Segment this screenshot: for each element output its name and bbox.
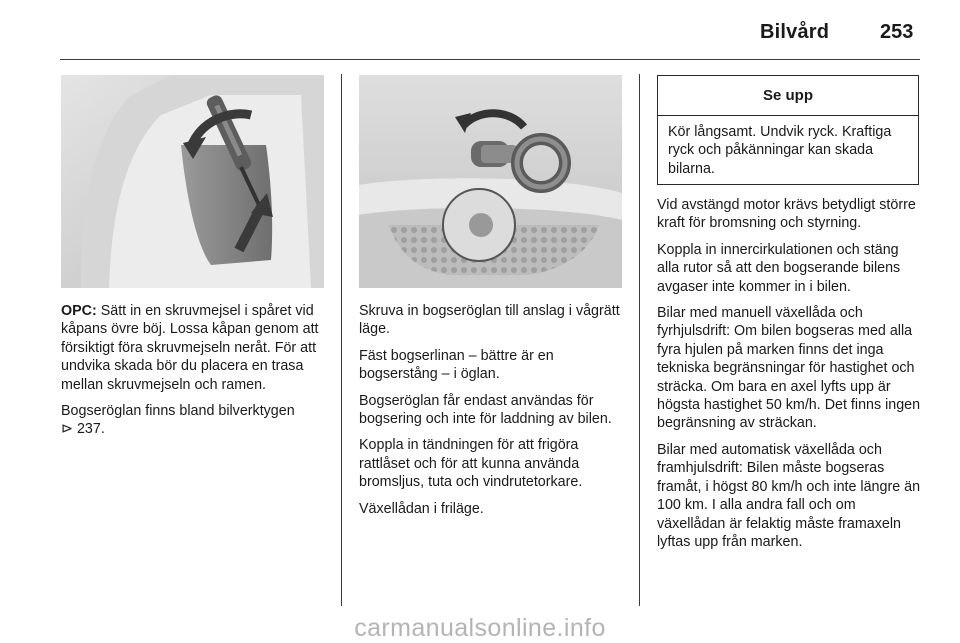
mid-paragraph-3: Bogseröglan får endast användas för bogsering och inte för laddning av bilen. bbox=[359, 392, 612, 428]
page-number: 253 bbox=[880, 21, 914, 43]
page-reference-arrow-icon: ⊳ bbox=[61, 421, 73, 438]
tools-text: Bogseröglan finns bland bilverktygen bbox=[61, 403, 295, 420]
column-divider-1 bbox=[341, 74, 342, 606]
opc-label: OPC: bbox=[61, 303, 97, 319]
right-column-text bbox=[657, 196, 922, 559]
left-column-text bbox=[61, 302, 326, 447]
right-paragraph-3: Bilar med manuell växellåda och fyrhjulsdrift: Om bilen bogseras med alla fyra hjulen på marken finns det inga tekniska begränsningar för hastighet och sträcka. Om bara en axel lyfts upp är högsta hastighet 50 km/h. Det finns ingen begränsning av sträckan. bbox=[657, 305, 921, 432]
tools-page-ref[interactable]: 237. bbox=[76, 421, 105, 438]
screwdriver-cover-illustration bbox=[61, 75, 324, 288]
opc-text: Sätt in en skruvmejsel i spåret vid kåpans övre böj. Lossa kåpan genom att försiktigt föra skruvmejseln neråt. För att undvika skada bör du placera en trasa mellan skruvmejseln och ramen. bbox=[61, 303, 319, 393]
right-paragraph-2: Koppla in innercirkulationen och stäng alla rutor så att den bogserande bilens avgaser inte kommer in i bilen. bbox=[657, 241, 901, 295]
mid-paragraph-4: Koppla in tändningen för att frigöra rattlåset och för att kunna använda bromsljus, tuta och vindrutetorkare. bbox=[359, 437, 583, 491]
header-rule bbox=[60, 59, 920, 60]
mid-paragraph-5: Växellådan i friläge. bbox=[359, 500, 484, 517]
caution-notice-box bbox=[657, 75, 919, 185]
watermark: carmanualsonline.info bbox=[354, 614, 606, 642]
mid-paragraph-2: Fäst bogserlinan – bättre är en bogserstång – i öglan. bbox=[359, 347, 554, 383]
section-title: Bilvård bbox=[760, 21, 830, 43]
right-paragraph-1: Vid avstängd motor krävs betydligt större kraft för bromsning och styrning. bbox=[657, 197, 916, 232]
towing-eye-illustration bbox=[359, 75, 622, 288]
notice-text: Kör långsamt. Undvik ryck. Kraftiga ryck och påkänningar kan skada bilarna. bbox=[668, 124, 892, 177]
middle-column-text bbox=[359, 302, 629, 526]
notice-title: Se upp bbox=[658, 76, 918, 116]
right-paragraph-4: Bilar med automatisk växellåda och framhjulsdrift: Bilen måste bogseras framåt, i högst 80 km/h och inte längre än 100 km. I alla andra fall och om växellådan är felaktig måste framaxeln lyftas upp från marken. bbox=[657, 441, 921, 550]
mid-paragraph-1: Skruva in bogseröglan till anslag i vågrätt läge. bbox=[359, 303, 620, 338]
column-divider-2 bbox=[639, 74, 640, 606]
tools-paragraph bbox=[61, 402, 326, 439]
opc-paragraph bbox=[61, 302, 326, 394]
